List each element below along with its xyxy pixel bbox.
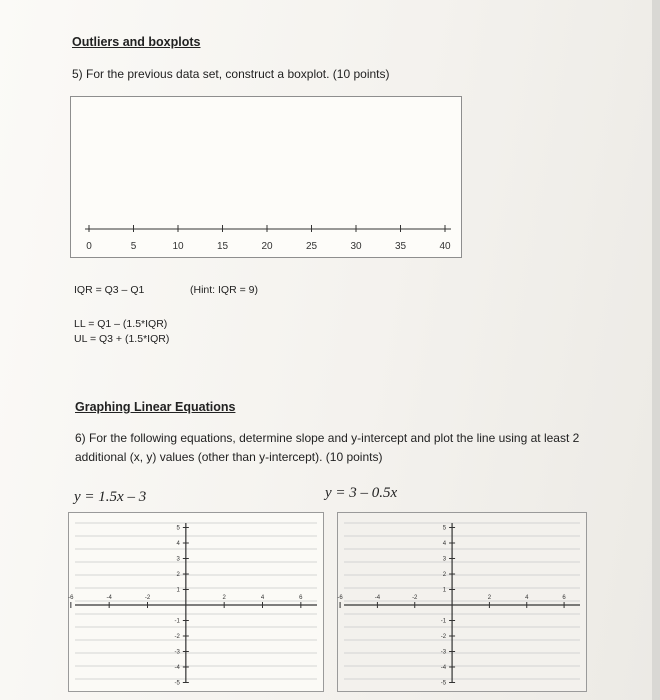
y-tick-label: -2: [174, 634, 180, 640]
upper-limit-formula: UL = Q3 + (1.5*IQR): [74, 333, 170, 345]
x-tick-label: 4: [525, 595, 529, 601]
y-tick-label: 1: [176, 587, 180, 594]
number-line-label: 25: [305, 241, 318, 252]
y-tick-label: -1: [440, 618, 447, 625]
lower-limit-formula: LL = Q1 – (1.5*IQR): [74, 318, 168, 330]
question-6-line2: additional (x, y) values (other than y-intercept). (10 points): [75, 450, 383, 464]
y-tick-label: -4: [174, 665, 180, 671]
x-tick-label: 6: [299, 595, 303, 601]
y-tick-label: -3: [174, 649, 180, 656]
number-line-label: 30: [350, 241, 362, 252]
question-6-line1: 6) For the following equations, determine slope and y-intercept and plot the line using at least 2: [75, 431, 580, 445]
number-line-label: 5: [130, 241, 137, 252]
question-5: 5) For the previous data set, construct a boxplot. (10 points): [72, 67, 390, 81]
number-line-label: 20: [261, 241, 273, 252]
section-heading-linear: Graphing Linear Equations: [75, 400, 236, 414]
y-tick-label: 2: [442, 572, 447, 578]
number-line-label: 0: [86, 241, 92, 252]
y-tick-label: -5: [440, 680, 447, 687]
x-tick-label: 2: [487, 595, 492, 601]
x-tick-label: -6: [337, 595, 343, 601]
iqr-formula: IQR = Q3 – Q1: [74, 284, 145, 296]
equation-left: y = 1.5x – 3: [74, 489, 147, 505]
grid-right-svg: [338, 513, 586, 691]
x-tick-label: 2: [222, 595, 226, 601]
section-heading-outliers: Outliers and boxplots: [72, 35, 201, 49]
x-tick-label: -4: [374, 595, 381, 601]
x-tick-label: 6: [562, 595, 566, 601]
y-tick-label: 3: [176, 556, 180, 563]
y-tick-label: 5: [176, 525, 180, 532]
y-tick-label: 4: [442, 541, 447, 547]
coordinate-grid-right: [337, 512, 587, 692]
y-tick-label: -4: [440, 665, 447, 671]
x-tick-label: -4: [106, 595, 112, 601]
y-tick-label: 1: [442, 587, 447, 594]
y-tick-label: -3: [440, 649, 447, 656]
y-tick-label: 5: [442, 525, 447, 532]
y-tick-label: 3: [442, 556, 447, 563]
y-tick-label: -5: [174, 680, 180, 687]
x-tick-label: -6: [68, 595, 74, 601]
number-line-label: 15: [216, 241, 229, 252]
y-tick-label: 2: [176, 572, 180, 578]
grid-left-svg: [69, 513, 323, 691]
boxplot-area: [70, 96, 462, 258]
number-line-label: 35: [394, 241, 407, 252]
equation-right: y = 3 – 0.5x: [325, 485, 398, 501]
coordinate-grid-left: [68, 512, 324, 692]
y-tick-label: -2: [440, 634, 447, 640]
number-line-label: 40: [439, 241, 451, 252]
y-tick-label: -1: [174, 618, 180, 625]
y-tick-label: 4: [176, 541, 180, 547]
x-tick-label: -2: [144, 595, 151, 601]
iqr-hint: (Hint: IQR = 9): [190, 284, 258, 296]
x-tick-label: 4: [260, 595, 265, 601]
number-line: [71, 97, 461, 257]
number-line-label: 10: [172, 241, 184, 252]
x-tick-label: -2: [412, 595, 418, 601]
